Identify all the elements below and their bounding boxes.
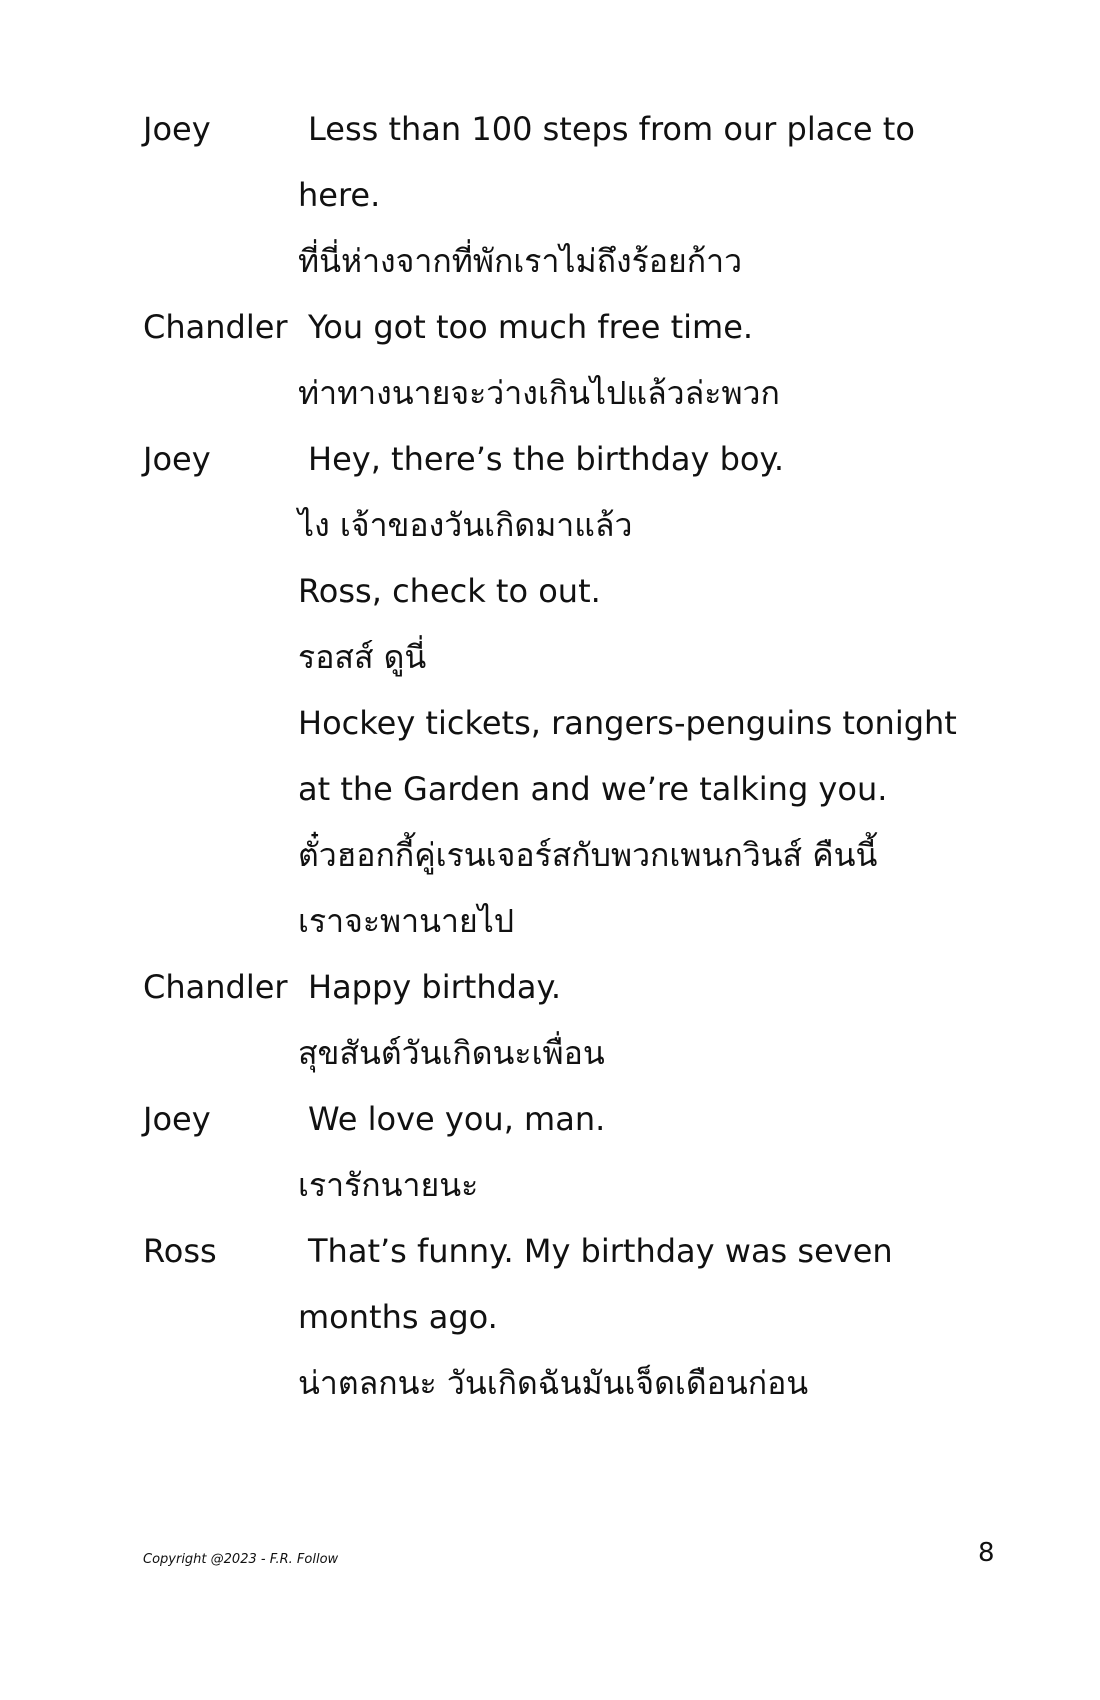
dialogue-lines	[298, 426, 1003, 954]
dialogue-entry	[143, 1218, 1003, 1416]
dialogue-line-thai: สุขสันต์วันเกิดนะเพื่อน	[298, 1034, 605, 1072]
dialogue-line-thai: ท่าทางนายจะว่างเกินไปแล้วล่ะพวก	[298, 374, 780, 412]
speaker-name: Chandler	[143, 968, 288, 1006]
dialogue-line: Hey, there’s the birthday boy.	[308, 440, 785, 478]
dialogue-lines	[298, 1086, 1003, 1218]
speaker-name: Joey	[143, 440, 211, 478]
dialogue-line-thai: ไง เจ้าของวันเกิดมาแล้ว	[298, 506, 633, 544]
dialogue-line: That’s funny. My birthday was seven	[308, 1232, 893, 1270]
speaker-name: Joey	[143, 110, 211, 148]
speaker-name: Chandler	[143, 308, 288, 346]
dialogue-entry	[143, 954, 1003, 1086]
dialogue-line-thai: ตั๋วฮอกกี้คู่เรนเจอร์สกับพวกเพนกวินส์ คืนนี้	[298, 836, 878, 874]
dialogue-line-thai: เรารักนายนะ	[298, 1166, 479, 1204]
dialogue-line: Happy birthday.	[308, 968, 562, 1006]
dialogue-line: months ago.	[298, 1298, 498, 1336]
dialogue-lines	[298, 954, 1003, 1086]
dialogue-entry	[143, 294, 1003, 426]
dialogue-line: at the Garden and we’re talking you.	[298, 770, 888, 808]
dialogue-line-thai: ที่นี่ห่างจากที่พักเราไม่ถึงร้อยก้าว	[298, 242, 743, 280]
dialogue-lines	[298, 96, 1003, 294]
dialogue-lines	[298, 1218, 1003, 1416]
dialogue-entry	[143, 96, 1003, 294]
dialogue-line-thai: รอสส์ ดูนี่	[298, 638, 427, 676]
dialogue-entry	[143, 1086, 1003, 1218]
dialogue-line: Ross, check to out.	[298, 572, 601, 610]
page-number: 8	[978, 1538, 995, 1568]
dialogue-line: here.	[298, 176, 381, 214]
dialogue-line: You got too much free time.	[308, 308, 754, 346]
dialogue-entry	[143, 426, 1003, 954]
dialogue-line: We love you, man.	[308, 1100, 606, 1138]
dialogue-line-thai: น่าตลกนะ วันเกิดฉันมันเจ็ดเดือนก่อน	[298, 1364, 809, 1402]
speaker-name: Joey	[143, 1100, 211, 1138]
dialogue-lines	[298, 294, 1003, 426]
dialogue-line: Less than 100 steps from our place to	[308, 110, 915, 148]
dialogue-line: Hockey tickets, rangers-penguins tonight	[298, 704, 957, 742]
dialogue-line-thai: เราจะพานายไป	[298, 902, 515, 940]
dialogue-script	[143, 96, 1003, 1416]
copyright-notice: Copyright @2023 - F.R. Follow	[143, 1552, 339, 1567]
speaker-name: Ross	[143, 1232, 217, 1270]
